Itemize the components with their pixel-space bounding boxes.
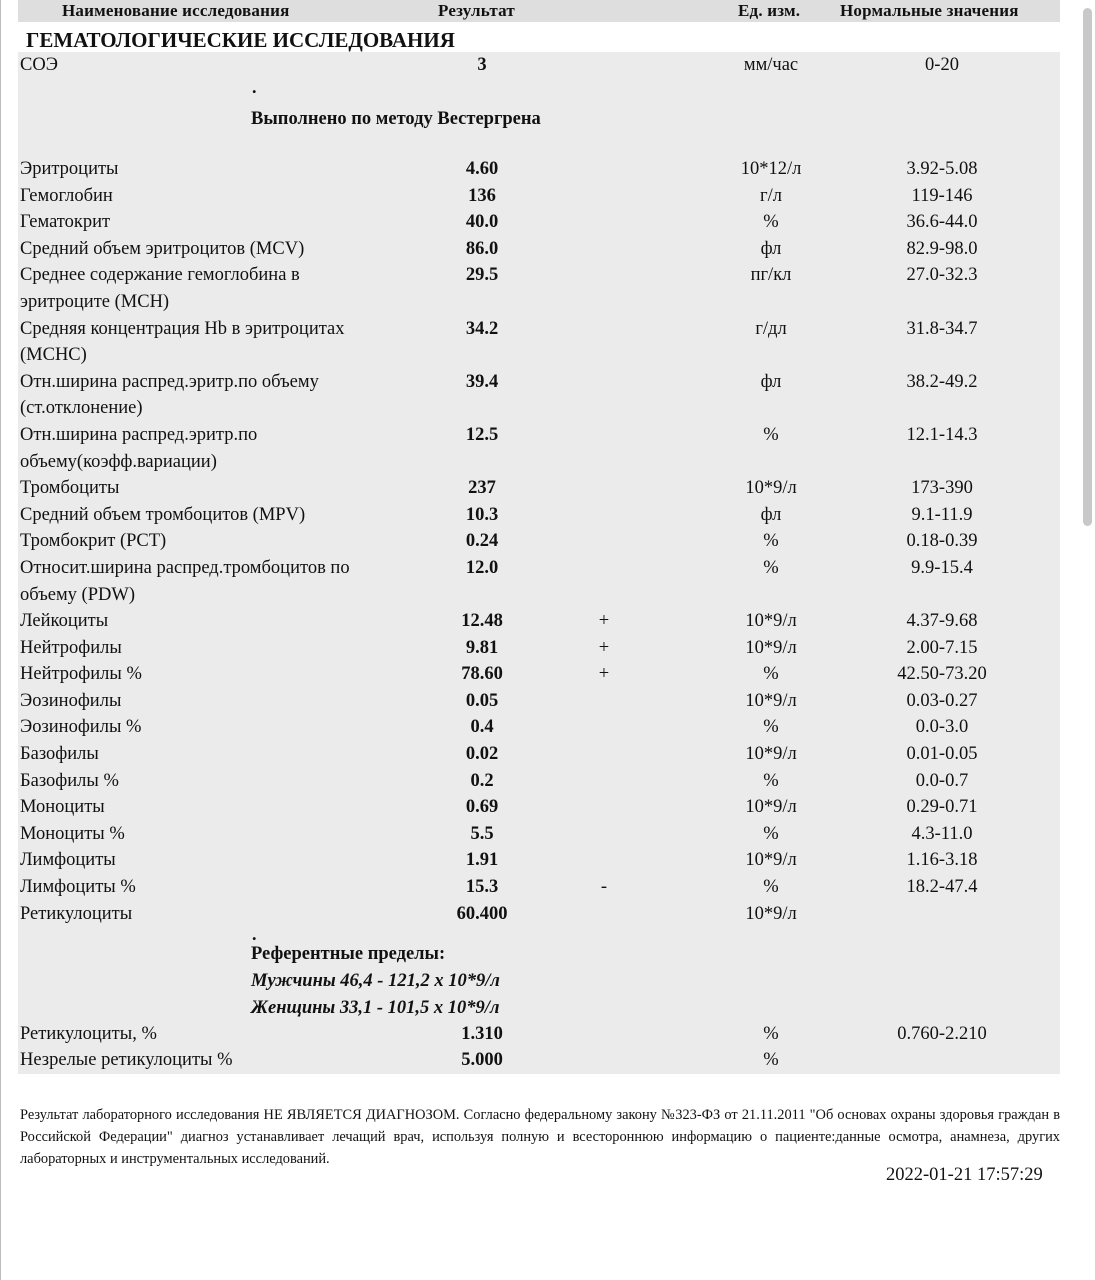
table-row — [18, 688, 1060, 715]
test-result: 136 — [468, 185, 496, 206]
reference-range: 2.00-7.15 — [906, 637, 978, 658]
reference-range: 4.37-9.68 — [906, 611, 978, 632]
header-unit: Ед. изм. — [738, 1, 801, 20]
test-unit: г/л — [760, 185, 782, 206]
test-result: 9.81 — [465, 637, 499, 658]
test-unit: фл — [760, 504, 782, 525]
test-result: 15.3 — [465, 877, 499, 898]
test-name: Ретикулоциты, % — [20, 1023, 157, 1044]
reference-range: 3.92-5.08 — [906, 159, 978, 179]
test-unit: % — [763, 877, 779, 898]
reference-range: 0.760-2.210 — [897, 1023, 987, 1044]
test-result: 0.69 — [465, 797, 499, 818]
reference-range: 18.2-47.4 — [906, 877, 978, 898]
reference-range: 173-390 — [911, 478, 973, 499]
table-row — [18, 156, 1060, 183]
test-unit: 10*9/л — [745, 611, 797, 632]
test-result: 4.60 — [465, 159, 499, 179]
reference-range: 0.0-3.0 — [915, 717, 969, 738]
table-row — [18, 209, 1060, 236]
test-result: 29.5 — [465, 265, 499, 286]
disclaimer: Результат лабораторного исследования НЕ ЯВЛЯЕТСЯ ДИАГНОЗОМ. Согласно федеральному закону №323-ФЗ от 21.11.2011 "Об основах охраны здоровья граждан в Российской Федерации" диагноз устанавливает лечащий врач, используя полную и всестороннюю информацию о пациенте:данные осмотра, анамнеза, других лабораторных и инструментальных исследований. — [20, 1107, 1060, 1167]
table-row — [18, 555, 1060, 608]
test-unit: % — [763, 424, 779, 445]
test-unit: 10*9/л — [745, 478, 797, 499]
test-name: Моноциты — [20, 797, 105, 818]
test-result: 1.310 — [461, 1023, 503, 1044]
test-name: Лейкоциты — [20, 611, 109, 632]
results-table — [18, 0, 1060, 1074]
test-name: Тромбоциты — [20, 478, 120, 499]
test-name: Нейтрофилы — [20, 637, 122, 658]
table-row — [18, 183, 1060, 210]
esr-unit: мм/час — [743, 55, 799, 75]
test-unit: % — [763, 717, 779, 738]
test-name: Средний объем тромбоцитов (MPV) — [20, 504, 306, 525]
table-row — [18, 1047, 1060, 1074]
test-name: Отн.ширина распред.эритр.по объему(коэфф.вариации) — [20, 424, 258, 472]
table-row — [18, 608, 1060, 635]
test-unit: 10*9/л — [745, 744, 797, 765]
test-name: Средняя концентрация Hb в эритроцитах (MCHC) — [20, 318, 345, 366]
test-name: Лимфоциты — [20, 850, 116, 871]
test-result: 78.60 — [461, 664, 503, 685]
table-row — [18, 528, 1060, 555]
test-name: Среднее содержание гемоглобина в эритроците (MCH) — [20, 265, 300, 312]
section-title — [18, 22, 1060, 52]
scrollbar-thumb[interactable] — [1083, 8, 1092, 526]
table-row — [18, 262, 1060, 315]
table-row — [18, 475, 1060, 502]
abnormal-flag: + — [598, 637, 610, 658]
reference-range: 36.6-44.0 — [906, 212, 978, 233]
test-name: Незрелые ретикулоциты % — [20, 1050, 233, 1071]
reference-range: 27.0-32.3 — [906, 265, 978, 286]
table-row — [18, 768, 1060, 795]
test-name: Эритроциты — [20, 159, 119, 179]
test-unit: % — [763, 664, 779, 685]
test-name: Лимфоциты % — [20, 877, 136, 898]
header-name: Наименование исследования — [62, 1, 290, 20]
test-unit: % — [763, 823, 779, 844]
test-unit: % — [763, 770, 779, 791]
test-name: Базофилы % — [20, 770, 119, 791]
test-result: 40.0 — [465, 212, 499, 233]
reference-range: 1.16-3.18 — [906, 850, 978, 871]
table-row — [18, 316, 1060, 369]
reference-range: 0.03-0.27 — [906, 690, 978, 711]
table-row — [18, 422, 1060, 475]
reference-range: 38.2-49.2 — [906, 371, 978, 392]
table-row — [18, 847, 1060, 874]
test-name: Тромбокрит (PCT) — [20, 531, 167, 552]
reference-range: 0.18-0.39 — [906, 531, 978, 552]
test-result: 0.24 — [465, 531, 499, 552]
retic-result: 60.400 — [456, 903, 508, 924]
test-name: Гемоглобин — [20, 185, 113, 206]
abnormal-flag: - — [600, 877, 608, 898]
test-name: Отн.ширина распред.эритр.по объему (ст.отклонение) — [20, 371, 319, 419]
reference-range: 9.1-11.9 — [911, 504, 973, 525]
tail-rows — [18, 1021, 1060, 1074]
table-row — [18, 821, 1060, 848]
section-title-text: ГЕМАТОЛОГИЧЕСКИЕ ИССЛЕДОВАНИЯ — [26, 28, 455, 52]
esr-result: 3 — [477, 55, 487, 75]
test-name: Относит.ширина распред.тромбоцитов по объему (PDW) — [20, 557, 350, 605]
table-row — [18, 794, 1060, 821]
retic-row — [18, 901, 1060, 1018]
header-norm: Нормальные значения — [840, 1, 1019, 20]
reference-range: 4.3-11.0 — [911, 823, 973, 844]
reference-range: 12.1-14.3 — [906, 424, 978, 445]
retic-row-pad — [18, 1007, 1060, 1021]
retic-ref-male: Мужчины 46,4 - 121,2 х 10*9/л — [251, 970, 500, 991]
table-row — [18, 502, 1060, 529]
table-row — [18, 369, 1060, 422]
test-unit: 10*9/л — [745, 850, 797, 871]
test-unit: % — [763, 531, 779, 552]
retic-ref-female: Женщины 33,1 - 101,5 х 10*9/л — [251, 997, 500, 1018]
test-result: 10.3 — [465, 504, 499, 525]
test-unit: г/дл — [755, 318, 787, 339]
test-unit: % — [763, 212, 779, 233]
test-result: 5.5 — [470, 823, 494, 844]
reference-range: 42.50-73.20 — [897, 664, 987, 685]
test-result: 0.2 — [470, 770, 494, 791]
reference-range: 31.8-34.7 — [906, 318, 978, 339]
table-row — [18, 874, 1060, 901]
table-header — [18, 0, 1060, 22]
test-result: 39.4 — [465, 371, 499, 392]
test-result: 0.02 — [465, 744, 499, 765]
page-edge — [0, 0, 1, 1280]
test-result: 5.000 — [461, 1050, 503, 1071]
header-result: Результат — [438, 1, 515, 20]
retic-name: Ретикулоциты — [20, 903, 133, 924]
test-name: Нейтрофилы % — [20, 664, 142, 685]
test-name: Эозинофилы — [20, 690, 122, 711]
test-result: 34.2 — [465, 318, 499, 339]
test-unit: 10*9/л — [745, 637, 797, 658]
retic-ref-title: Референтные пределы: — [251, 943, 446, 964]
test-result: 237 — [468, 478, 496, 499]
test-result: 12.48 — [461, 611, 503, 632]
reference-range: 119-146 — [911, 185, 973, 206]
test-result: 12.0 — [465, 557, 499, 578]
test-unit: фл — [760, 238, 782, 259]
abnormal-flag: + — [598, 664, 610, 685]
test-unit: фл — [760, 371, 782, 392]
abnormal-flag: + — [598, 611, 610, 632]
test-unit: % — [763, 557, 779, 578]
table-row — [18, 714, 1060, 741]
reference-range: 9.9-15.4 — [911, 557, 973, 578]
esr-name: СОЭ — [20, 55, 58, 75]
reference-range: 82.9-98.0 — [906, 238, 978, 259]
table-row — [18, 741, 1060, 768]
esr-row — [18, 52, 1060, 156]
esr-method-note: Выполнено по методу Вестергрена — [251, 109, 541, 129]
test-result: 0.05 — [465, 690, 499, 711]
test-name: Средний объем эритроцитов (MCV) — [20, 238, 305, 259]
retic-bullet: . — [252, 923, 257, 944]
table-row — [18, 635, 1060, 662]
test-result: 0.4 — [470, 717, 494, 738]
retic-unit: 10*9/л — [745, 903, 797, 924]
test-name: Базофилы — [20, 744, 99, 765]
test-name: Гематокрит — [20, 212, 111, 233]
table-row — [18, 236, 1060, 263]
test-unit: 10*9/л — [745, 797, 797, 818]
esr-bullet: . — [252, 77, 257, 97]
main-rows — [18, 156, 1060, 901]
reference-range: 0.01-0.05 — [906, 744, 978, 765]
reference-range: 0.29-0.71 — [906, 797, 978, 818]
test-unit: 10*9/л — [745, 690, 797, 711]
test-name: Эозинофилы % — [20, 717, 142, 738]
test-name: Моноциты % — [20, 823, 125, 844]
test-unit: пг/кл — [750, 265, 792, 286]
test-unit: 10*12/л — [740, 159, 802, 179]
esr-norm: 0-20 — [925, 55, 959, 75]
table-row — [18, 1021, 1060, 1048]
reference-range: 0.0-0.7 — [915, 770, 969, 791]
test-result: 12.5 — [465, 424, 499, 445]
table-row — [18, 661, 1060, 688]
test-unit: % — [763, 1023, 779, 1044]
test-result: 1.91 — [465, 850, 499, 871]
timestamp: 2022-01-21 17:57:29 — [886, 1165, 1043, 1185]
test-unit: % — [763, 1050, 779, 1071]
test-result: 86.0 — [465, 238, 499, 259]
